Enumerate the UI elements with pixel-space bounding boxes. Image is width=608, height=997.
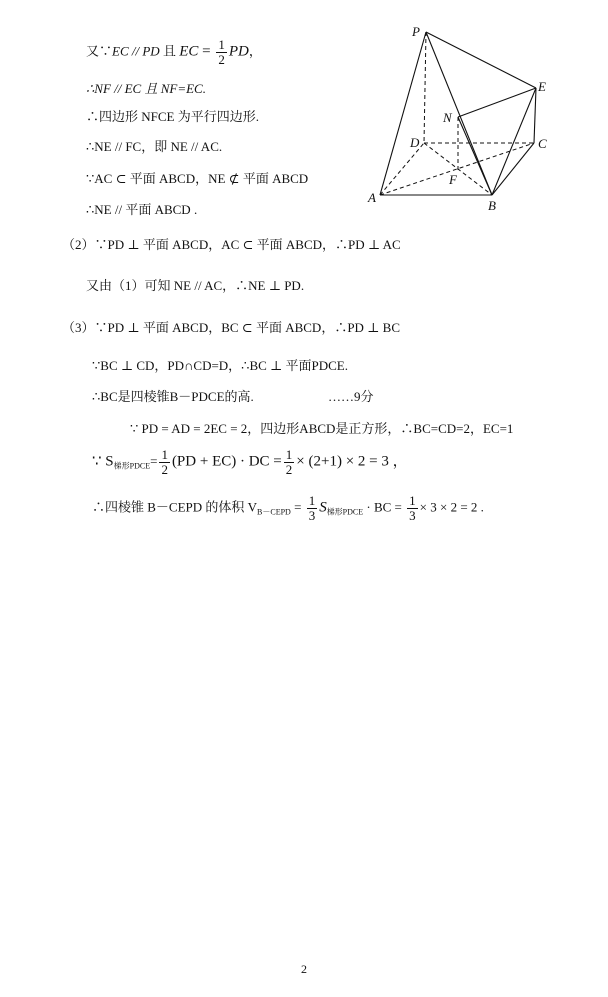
- part1-line5: ∵AC ⊂ 平面 ABCD，NE ⊄ 平面 ABCD: [86, 171, 309, 186]
- label-B: B: [488, 198, 496, 213]
- subscript: 梯形PDCE: [326, 507, 364, 517]
- edge-PA: [380, 32, 426, 195]
- part3-line2: ∵BC ⊥ CD，PD∩CD=D，∴BC ⊥ 平面PDCE.: [92, 358, 349, 373]
- fraction-half-1: [159, 448, 170, 477]
- edge-NE: [458, 88, 536, 117]
- text: 又∵: [86, 43, 113, 59]
- fraction-half: [216, 38, 227, 67]
- part3-line3: [92, 388, 374, 406]
- text: EC // PD: [112, 43, 160, 59]
- label-F: F: [449, 172, 457, 187]
- pyramid-figure: [360, 18, 560, 213]
- edge-NB: [458, 117, 492, 195]
- text: ，: [248, 43, 262, 59]
- page-number: 2: [301, 962, 307, 976]
- denominator: 3: [409, 508, 416, 523]
- text: EC: [179, 43, 199, 60]
- edge-EC: [534, 88, 536, 143]
- edge-PD: [424, 32, 426, 143]
- denominator: 2: [161, 462, 168, 477]
- denominator: 2: [285, 462, 293, 477]
- fraction-half-2: [284, 448, 295, 477]
- part3-line6: [92, 494, 484, 523]
- part1-line4: ∴NE // FC，即 NE // AC.: [86, 139, 223, 154]
- text: S: [319, 499, 327, 516]
- numerator: 1: [161, 447, 168, 462]
- label-N: N: [443, 110, 452, 125]
- text: =: [150, 453, 158, 469]
- text: 且: [159, 43, 180, 59]
- numerator: 1: [308, 493, 316, 508]
- text: PD: [228, 43, 249, 60]
- text: =: [198, 43, 215, 60]
- fraction-third-2: [407, 494, 418, 523]
- part3-line4: ∵ PD = AD = 2EC = 2，四边形ABCD是正方形，∴BC=CD=2，EC=1: [130, 421, 514, 436]
- part3-line1: （3）∵PD ⊥ 平面 ABCD，BC ⊂ 平面 ABCD，∴PD ⊥ BC: [62, 320, 401, 335]
- denominator: 3: [308, 508, 316, 523]
- fraction-third-1: [307, 494, 318, 523]
- label-C: C: [538, 136, 547, 151]
- subscript: 梯形PDCE: [113, 461, 151, 471]
- text: × (2+1) × 2 = 3 ，: [296, 453, 408, 470]
- numerator: 1: [285, 447, 293, 462]
- label-D: D: [410, 135, 420, 150]
- text: ∴四棱锥 B－CEPD 的体积 V: [92, 499, 258, 515]
- numerator: 1: [409, 493, 416, 508]
- edge-BC: [492, 143, 534, 195]
- text: =: [290, 499, 305, 515]
- edge-AC: [380, 143, 534, 195]
- part1-line1: [86, 38, 262, 67]
- label-E: E: [538, 79, 546, 94]
- subscript: B－CEPD: [257, 507, 291, 517]
- text: (PD + EC) · DC =: [171, 453, 282, 470]
- part1-line2: ∴NF // EC 且 NF=EC.: [86, 81, 206, 96]
- part2-line1: （2）∵PD ⊥ 平面 ABCD，AC ⊂ 平面 ABCD，∴PD ⊥ AC: [62, 237, 401, 252]
- edge-EB: [492, 88, 536, 195]
- numerator: 1: [218, 37, 225, 52]
- label-P: P: [412, 24, 420, 39]
- part3-line5: [92, 448, 408, 477]
- score-note: ……9分: [328, 389, 374, 404]
- part1-line3: ∴四边形 NFCE 为平行四边形.: [86, 109, 259, 124]
- part1-line6: ∴NE // 平面 ABCD .: [86, 202, 198, 217]
- text: · BC =: [363, 499, 406, 515]
- text: ∴BC是四棱锥B－PDCE的高.: [92, 389, 254, 404]
- edge-PE: [426, 32, 536, 88]
- denominator: 2: [218, 52, 225, 67]
- label-A: A: [368, 190, 376, 205]
- part2-line2: 又由（1）可知 NE // AC，∴NE ⊥ PD.: [86, 278, 305, 293]
- edge-PB: [426, 32, 492, 195]
- text: ∵ S: [92, 453, 114, 470]
- text: × 3 × 2 = 2 .: [419, 499, 484, 515]
